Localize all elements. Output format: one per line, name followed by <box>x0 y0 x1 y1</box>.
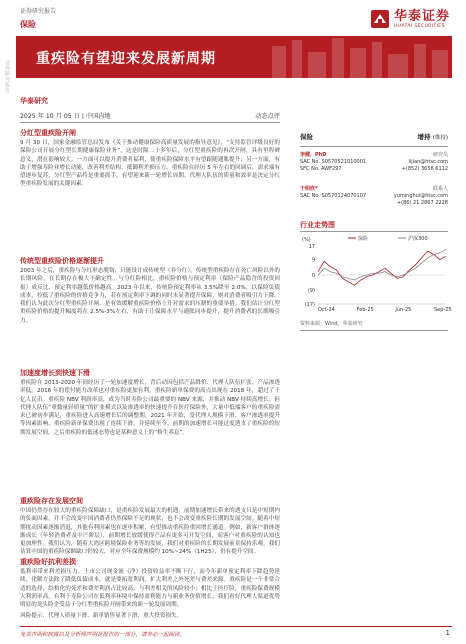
analyst-block <box>300 152 448 176</box>
analyst-name: 李健，PhD <box>300 152 327 158</box>
page-title: 重疾险有望迎来发展新周期 <box>36 51 216 67</box>
y-tick-label: 0 <box>311 272 315 279</box>
footer-divider <box>20 626 452 627</box>
x-tick-label: Feb-25 <box>356 307 374 313</box>
analyst-phone: +(86) 21 2867 2228 <box>396 200 448 206</box>
rating-row <box>300 132 448 144</box>
divider <box>20 122 280 123</box>
x-tick-label: Jun-25 <box>395 307 412 313</box>
analyst-sac: SAC No. S0570521010001 <box>300 159 367 165</box>
analyst-block <box>300 186 448 210</box>
section-title: 重疾险存在发展空间 <box>20 497 83 505</box>
page-number: 1 <box>445 629 450 637</box>
y-tick-label: (17) <box>304 301 315 308</box>
analyst-email[interactable]: yuminghui@htsc.com <box>393 193 448 199</box>
trend-title: 行业走势图 <box>300 221 335 229</box>
rating-industry: 保险 <box>300 133 313 141</box>
legend-label: 沪深300 <box>408 236 428 242</box>
series-line <box>318 249 446 280</box>
rating-value <box>417 132 448 141</box>
divider <box>300 146 448 147</box>
analyst-role: 联系人 <box>432 186 448 192</box>
legend-label: 保险 <box>358 236 369 242</box>
logo-en: HUATAI SECURITIES <box>393 23 445 29</box>
chart-source: 资料来源：Wind，华泰研究 <box>300 321 363 327</box>
y-axis-label: (%) <box>302 237 311 243</box>
analyst-role: 研究员 <box>432 152 448 158</box>
trend-chart <box>300 234 452 316</box>
section-body: 中国仍然存在较大的重疾险保障缺口，是重疾险发展最大的机遇，前期加速增长带来的透支只是中短期内的负面因素，并不会改变中国消费者仍然保障不足的现状，也不会改变重疾险长期的发展空间。随着中短期扰动因素逐渐消退，其他有利因素也在逐步积累，有望推动重疾险重回增长通道。例如，新客户群体逐渐成长（年轻消费者及中产阶层），前期增长放缓使得产品有更多可开发空间，而客户对重疾险的认知也更加理性。我们认为，随着大湾区跨境保险业务等的发展，我们对重疾险的长期发展前景保持乐观。我们估算中国的重疾险保额缺口仍较大，对应全年保费规模约 10%~24%（1H25），仍有提升空间。 <box>20 508 280 556</box>
divider <box>300 231 448 232</box>
report-region: 中国内地 <box>85 113 111 120</box>
section-title: 重疾险好抗利差损 <box>20 558 76 566</box>
title-banner <box>16 36 452 78</box>
report-type: 证券研究报告 <box>20 8 57 15</box>
x-tick-label: Oct-24 <box>318 307 335 313</box>
analyst-sac: SAC No. S0570124070107 <box>300 193 367 199</box>
sidebar-text: 证券研究报告 <box>4 60 10 93</box>
divider <box>300 330 448 331</box>
section-body: 低利率带来利差损压力，上市公司现金流（净）投资收益率不断下行，而今年新单预定利率下降趋势延续，化解方法除了降低负债成本，就是要拓宽利润，扩大利差之外死差与费差来源。重疾险是一个非常合适的选择，结构化的死差和费差利润占比较高，与利差相关的风险较小；相比于医疗险，重疾险保费规模大利润率高，有利于寿险公司在低利率环境中保持盈利能力与新业务价值增长，我们看好代理人渠道优势明显的龙头险企受益于分红型重疾险开闸带来的新一轮发展周期。 <box>20 569 280 609</box>
logo-cn: 华泰证券 <box>393 8 450 24</box>
y-tick-label: (9) <box>307 288 315 295</box>
analyst-sfc: SFC No. AWF297 <box>300 166 342 172</box>
section-body: 9 月 30 日，国家金融监管总局发布《关于推动健康保险高质量发展的指导意见》，“支持监管评级良好的保险公司开展分红型长期健康保险业务”，这是时隔二十多年后，分红型重疾险的再次开闸，具有里程碑意义，潜在影响较大。一方面可以提升消费者福利，使重疾险保障水平有望跟随通胀提升；另一方面，有助于增强寿险业增长动能，改善利差结构，抵御利差损压力。重疾险在经历 5 年左右的回调后，需求端有望逐步复苏，分红型产品将是重要抓手，有望迎来新一轮增长周期。代理人队伍的质量和效率是决定分红型重疾险发展的关键因素。 <box>20 140 280 188</box>
series-line <box>318 251 446 285</box>
y-tick-label: 9 <box>311 257 315 264</box>
section-title: 传统型重疾险价格逐渐提升 <box>20 257 104 265</box>
brand <box>20 96 280 106</box>
report-date: 2025 年 10 月 05 日 <box>20 113 80 120</box>
banner-decoration <box>252 36 452 78</box>
x-tick-label: Sep-25 <box>434 307 452 313</box>
risk-note: 风险提示：代理人质量下滑、新单销售显著下滑、重大投资损失。 <box>20 613 183 619</box>
analyst-email[interactable]: lijian@htsc.com <box>408 159 448 165</box>
report-category: 动态点评 <box>255 113 280 120</box>
rating-value-text: 增持 <box>417 133 431 141</box>
brand-name: 华泰研究 <box>20 97 48 105</box>
analyst-name: 于明欣* <box>300 186 318 192</box>
sidebar-strip <box>0 0 12 644</box>
section-title: 加速度增长到快速下滑 <box>20 369 90 377</box>
logo-icon <box>371 10 389 28</box>
analyst-phone: +(852) 3658 6112 <box>401 166 448 172</box>
industry-label: 保险 <box>20 20 36 29</box>
section-body: 2003 年之后，重疾险与分红形态脱钩，只能设计成传统型（非分红）。传统型重疾险存在死亡风险以外的长期风险，在长期存在极大不确定性。与分红险相比，重疾险价格与预定利率（保险产品隐含的投资回报）成反比，预定利率越低价格越高。2023 年以来，传统险预定利率从 3.5%降至 2.0%，以保险负债成本，拉低了重疾险的价格竞争力，若在预定利率下调的同时未显著提升保障，则对消费者吸引力下降。我们认为此次分红型重疾险开闸，是有效缓解重疾险价格上升对需求的压制的重要举措。我们估计分红型重疾险价格的提升幅度将在 2.5%-3%左右，有助于让保障水平与通胀同步提升，提升消费者的长期吸引力。 <box>20 268 280 324</box>
meta-date-region: 2025 年 10 月 05 日 | 中国内地 <box>20 113 111 120</box>
rating-note: (维持) <box>432 135 448 141</box>
y-tick-label: 17 <box>308 243 315 250</box>
footer-disclaimer: 免责声明和披露以及分析师声明是报告的一部分，请务必一起阅读。 <box>20 632 186 638</box>
logo <box>371 8 450 30</box>
section-title: 分红型重疾险开闸 <box>20 129 76 137</box>
section-body: 重疾险在 2013-2020 年间经历了一轮加速度增长，背后动因包括产品降价、代理人队伍扩张、产品渗透率低。2016 年的偿付能力改革也对重疾险更加有利。重疾险新单保费的高点出现在 2018 年，超过了千亿人民币。重疾险 NBV 利润率高，成为当时寿险公司最重要的 NBV 来源，并推动 NBV 持续高增长。但代理人队伍“重数量轻质量”的扩张模式以及渗透率的快速提升在医疗保险外，大量中低端客户的重疾险需求已被初步满足，重疾险进入高速增长后的调整期。2021 年开始，受代理人规模下滑、客户渗透率提升等因素影响，重疾险新单保费出现了连续下滑，并延续至今。前期的加速增长可能过度透支了重疾险的短期发展空间，之后重疾险的低迷态势也是某种意义上的“修生养息”。 <box>20 380 280 436</box>
